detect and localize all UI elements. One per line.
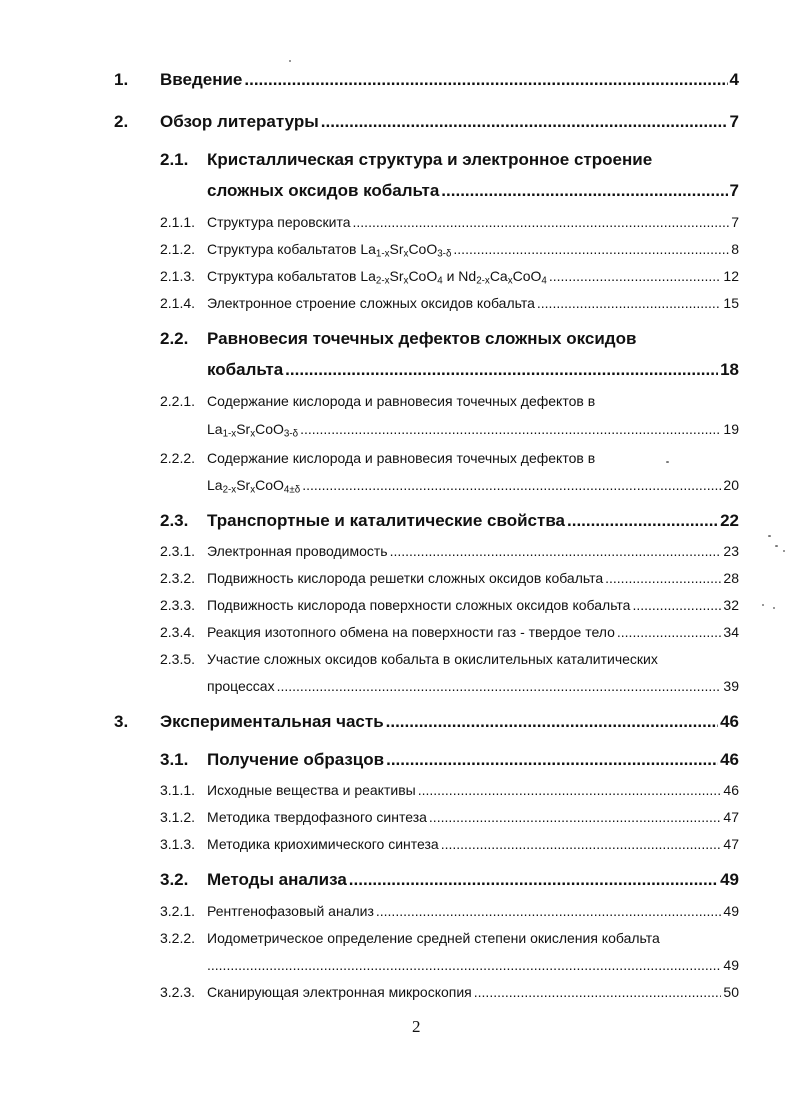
toc-title: сложных оксидов кобальта: [207, 181, 440, 200]
leader-dots: [386, 750, 718, 770]
toc-page: 20: [723, 477, 739, 493]
toc-num-2-3-2: 2.3.2.: [160, 570, 196, 586]
toc-title: Введение: [160, 70, 243, 89]
toc-page: 8: [731, 241, 739, 257]
scan-speck: [762, 604, 764, 606]
leader-dots: [386, 712, 718, 732]
toc-page: 22: [720, 511, 739, 530]
toc-num-2: 2.: [114, 112, 129, 131]
toc-entry-2-2-2: [207, 477, 739, 496]
toc-page: 18: [720, 360, 739, 379]
toc-page: 34: [723, 624, 739, 640]
toc-entry-2-3-2: [207, 570, 739, 586]
toc-title: Обзор литературы: [160, 112, 319, 131]
scan-speck: [773, 607, 775, 609]
scan-speck: [775, 545, 778, 547]
toc-num-1: 1.: [114, 70, 129, 89]
leader-dots: [441, 836, 722, 852]
toc-entry-3-2: [207, 870, 739, 890]
toc-page: 47: [723, 809, 739, 825]
toc-entry-3: [160, 712, 739, 732]
toc-title-line1: Содержание кислорода и равновесия точечных дефектов в: [207, 393, 596, 409]
toc-page: 7: [729, 112, 739, 131]
toc-page: 49: [720, 870, 739, 889]
scan-speck: [783, 550, 785, 552]
toc-title: Сканирующая электронная микроскопия: [207, 984, 472, 1000]
leader-dots: [441, 181, 727, 201]
toc-title: Структура кобальтатов $La_{2-x}Sr_xCoO_4$ и $Nd_{2-x}Ca_xCoO_4$: [207, 268, 547, 287]
toc-title: $La_{2-x}Sr_xCoO_{4\pm\delta}$: [207, 477, 301, 496]
toc-entry-2-3-5: [207, 678, 739, 694]
leader-dots: [376, 903, 722, 919]
leader-dots: [349, 870, 718, 890]
toc-page: 23: [723, 543, 739, 559]
toc-entry-2-1-4: [207, 295, 739, 311]
leader-dots: [537, 295, 722, 311]
toc-page: 46: [720, 750, 739, 769]
toc-title-line1: Кристаллическая структура и электронное строение: [207, 150, 653, 169]
toc-title-line1: Равновесия точечных дефектов сложных оксидов: [207, 329, 637, 348]
toc-title: Рентгенофазовый анализ: [207, 903, 374, 919]
toc-entry-3-1-3: [207, 836, 739, 852]
toc-title: Методика твердофазного синтеза: [207, 809, 427, 825]
leader-dots: [549, 268, 722, 284]
toc-page: 7: [731, 214, 739, 230]
toc-title-line1: Участие сложных оксидов кобальта в окислительных каталитических: [207, 651, 658, 667]
toc-num-2-3: 2.3.: [160, 511, 189, 530]
toc-entry-2-2-1: [207, 421, 739, 440]
toc-num-3-2: 3.2.: [160, 870, 189, 889]
toc-page: 32: [723, 597, 739, 613]
leader-dots: [277, 678, 722, 694]
toc-title: Структура кобальтатов $La_{1-x}Sr_xCoO_{3-\delta}$: [207, 241, 452, 260]
toc-page: 39: [723, 678, 739, 694]
leader-dots: [453, 241, 729, 257]
scan-speck: [666, 461, 669, 463]
toc-entry-1: [160, 70, 739, 90]
toc-entry-2-3-4: [207, 624, 739, 640]
leader-dots: [321, 112, 728, 132]
toc-title: процессах: [207, 678, 275, 694]
leader-dots: [567, 511, 718, 531]
page-number: 2: [412, 1017, 421, 1036]
toc-entry-2-1-3: [207, 268, 739, 287]
toc-title: Электронная проводимость: [207, 543, 388, 559]
leader-dots: [285, 360, 718, 380]
toc-num-2-3-5: 2.3.5.: [160, 651, 196, 667]
toc-num-3-1-3: 3.1.3.: [160, 836, 196, 852]
toc-title: Экспериментальная часть: [160, 712, 384, 731]
toc-title: Методы анализа: [207, 870, 347, 889]
leader-dots: [617, 624, 722, 640]
toc-title: Подвижность кислорода поверхности сложных оксидов кобальта: [207, 597, 631, 613]
leader-dots: [353, 214, 730, 230]
toc-num-2-1-4: 2.1.4.: [160, 295, 196, 311]
toc-page: 15: [723, 295, 739, 311]
leader-dots: [474, 984, 722, 1000]
toc-title: Исходные вещества и реактивы: [207, 782, 416, 798]
toc-entry-2-1: [207, 181, 739, 201]
leader-dots: [418, 782, 722, 798]
toc-title-line1: Содержание кислорода и равновесия точечных дефектов в: [207, 450, 596, 466]
toc-num-2-3-1: 2.3.1.: [160, 543, 196, 559]
toc-title: $La_{1-x}Sr_xCoO_{3-\delta}$: [207, 421, 299, 440]
toc-title: кобальта: [207, 360, 284, 379]
toc-page: 49: [723, 903, 739, 919]
leader-dots: [300, 421, 721, 437]
leader-dots: [207, 957, 721, 973]
toc-entry-2-3-1: [207, 543, 739, 559]
toc-num-2-3-4: 2.3.4.: [160, 624, 196, 640]
toc-entry-3-1-1: [207, 782, 739, 798]
toc-title: Методика криохимического синтеза: [207, 836, 439, 852]
toc-page: 19: [723, 421, 739, 437]
toc-num-3: 3.: [114, 712, 129, 731]
toc-num-2-1-3: 2.1.3.: [160, 268, 196, 284]
toc-entry-3-1: [207, 750, 739, 770]
toc-num-2-3-3: 2.3.3.: [160, 597, 196, 613]
leader-dots: [390, 543, 722, 559]
toc-entry-3-1-2: [207, 809, 739, 825]
toc-num-2-2: 2.2.: [160, 329, 189, 348]
toc-page: 7: [729, 181, 739, 200]
toc-entry-2-2: [207, 360, 739, 380]
toc-num-2-1-1: 2.1.1.: [160, 214, 196, 230]
toc-entry-3-2-2: [207, 957, 739, 973]
toc-page: 4: [729, 70, 739, 89]
toc-title: Структура перовскита: [207, 214, 351, 230]
toc-page: 50: [723, 984, 739, 1000]
toc-num-2-2-1: 2.2.1.: [160, 393, 196, 409]
toc-title-line1: Иодометрическое определение средней степени окисления кобальта: [207, 930, 660, 946]
leader-dots: [605, 570, 721, 586]
toc-title: Электронное строение сложных оксидов кобальта: [207, 295, 535, 311]
toc-page: 28: [723, 570, 739, 586]
toc-entry-2-3: [207, 511, 739, 531]
toc-num-3-2-2: 3.2.2.: [160, 930, 196, 946]
toc-num-3-1: 3.1.: [160, 750, 189, 769]
toc-page: 47: [723, 836, 739, 852]
toc-num-2-2-2: 2.2.2.: [160, 450, 196, 466]
toc-num-3-2-1: 3.2.1.: [160, 903, 196, 919]
leader-dots: [302, 477, 721, 493]
toc-entry-2-1-1: [207, 214, 739, 230]
toc-page: 46: [723, 782, 739, 798]
scan-speck: [768, 535, 771, 537]
toc-page: 46: [720, 712, 739, 731]
scan-speck: [289, 60, 291, 62]
toc-num-2-1-2: 2.1.2.: [160, 241, 196, 257]
toc-title: Подвижность кислорода решетки сложных оксидов кобальта: [207, 570, 604, 586]
toc-entry-3-2-3: [207, 984, 739, 1000]
toc-num-2-1: 2.1.: [160, 150, 189, 169]
toc-num-3-1-2: 3.1.2.: [160, 809, 196, 825]
toc-num-3-2-3: 3.2.3.: [160, 984, 196, 1000]
toc-title: Транспортные и каталитические свойства: [207, 511, 566, 530]
toc-num-3-1-1: 3.1.1.: [160, 782, 196, 798]
leader-dots: [632, 597, 721, 613]
toc-page: 12: [723, 268, 739, 284]
toc-title: Реакция изотопного обмена на поверхности газ - твердое тело: [207, 624, 615, 640]
toc-title: Получение образцов: [207, 750, 385, 769]
toc-page: 49: [723, 957, 739, 973]
toc-entry-3-2-1: [207, 903, 739, 919]
leader-dots: [244, 70, 727, 90]
toc-entry-2-1-2: [207, 241, 739, 260]
toc-entry-2-3-3: [207, 597, 739, 613]
toc-entry-2: [160, 112, 739, 132]
leader-dots: [429, 809, 722, 825]
